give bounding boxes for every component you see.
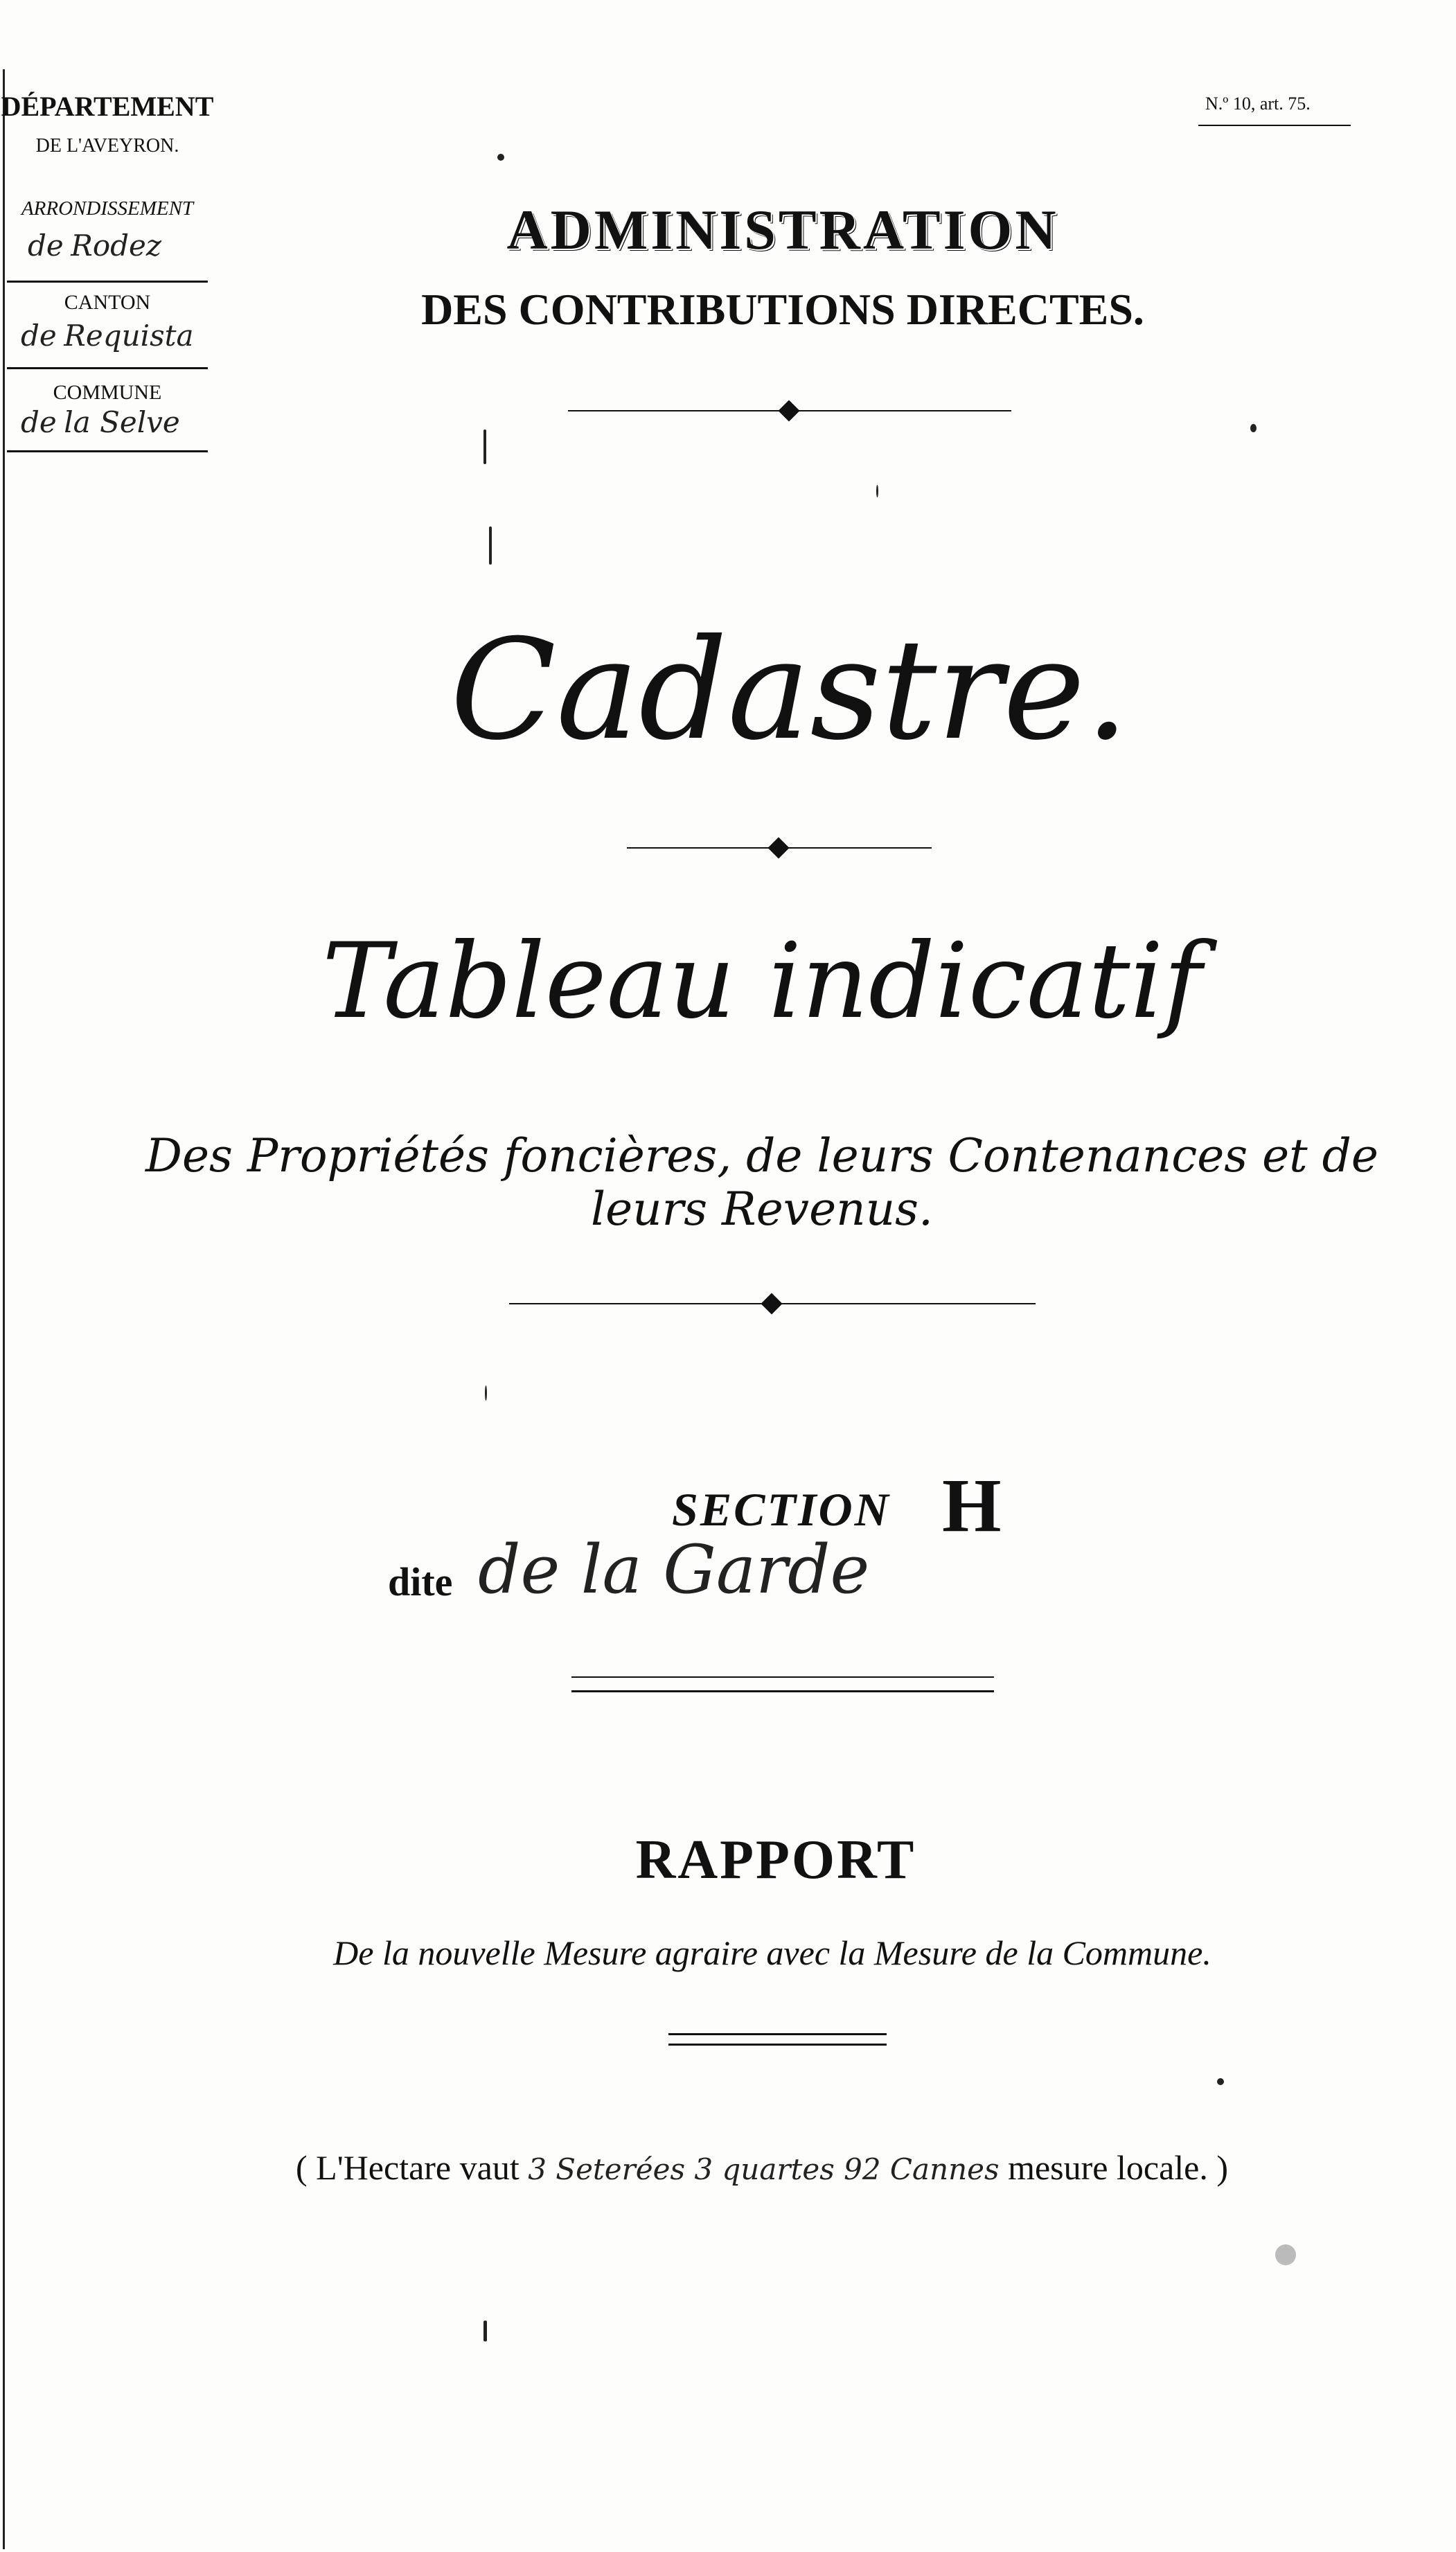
commune-prefix: de bbox=[21, 405, 57, 439]
arrondissement-line bbox=[28, 229, 215, 263]
departement-value: DE L'AVEYRON. bbox=[35, 135, 179, 157]
arrondissement-prefix: de bbox=[28, 229, 64, 263]
margin-line bbox=[3, 69, 5, 2549]
departement-label: DÉPARTEMENT bbox=[1, 91, 214, 122]
canton-line bbox=[21, 319, 215, 353]
sidebar-divider bbox=[7, 281, 208, 283]
reference-number bbox=[1205, 94, 1344, 114]
section-label: SECTION bbox=[672, 1483, 891, 1536]
hectare-close: mesure locale. ) bbox=[1008, 2148, 1228, 2187]
rapport-subtitle: De la nouvelle Mesure agraire avec la Mesure de la Commune. bbox=[333, 1933, 1211, 1972]
page-subtitle: DES CONTRIBUTIONS DIRECTES. bbox=[421, 285, 1144, 334]
commune-line bbox=[21, 405, 215, 440]
hectare-note bbox=[277, 2147, 1247, 2188]
canton-prefix: de bbox=[21, 319, 57, 353]
commune-label: COMMUNE bbox=[53, 381, 162, 404]
sidebar-divider bbox=[7, 367, 208, 369]
page-title: ADMINISTRATION bbox=[506, 198, 1059, 261]
hectare-open: ( L'Hectare vaut bbox=[296, 2148, 520, 2187]
arrondissement-value: Rodez bbox=[71, 229, 162, 263]
commune-value: la Selve bbox=[64, 405, 180, 439]
reference-underline bbox=[1198, 125, 1351, 126]
cadastre-title: Cadastre. bbox=[450, 610, 1130, 771]
hectare-value: 3 Seterées 3 quartes 92 Cannes bbox=[528, 2152, 1000, 2186]
arrondissement-label: ARRONDISSEMENT bbox=[21, 197, 194, 220]
section-value: H bbox=[942, 1463, 1002, 1548]
canton-value: Requista bbox=[64, 319, 194, 353]
dite-value: de la Garde bbox=[478, 1531, 870, 1609]
rapport-title: RAPPORT bbox=[635, 1829, 916, 1890]
canton-label: CANTON bbox=[64, 291, 151, 314]
sidebar-divider bbox=[7, 450, 208, 452]
tableau-title: Tableau indicatif bbox=[321, 921, 1202, 1042]
proprietes-subtitle: Des Propriétés foncières, de leurs Contenances et de leurs Revenus. bbox=[145, 1129, 1378, 1236]
reference-text: N.º 10, art. 75. bbox=[1205, 94, 1311, 114]
dite-label: dite bbox=[388, 1559, 453, 1604]
